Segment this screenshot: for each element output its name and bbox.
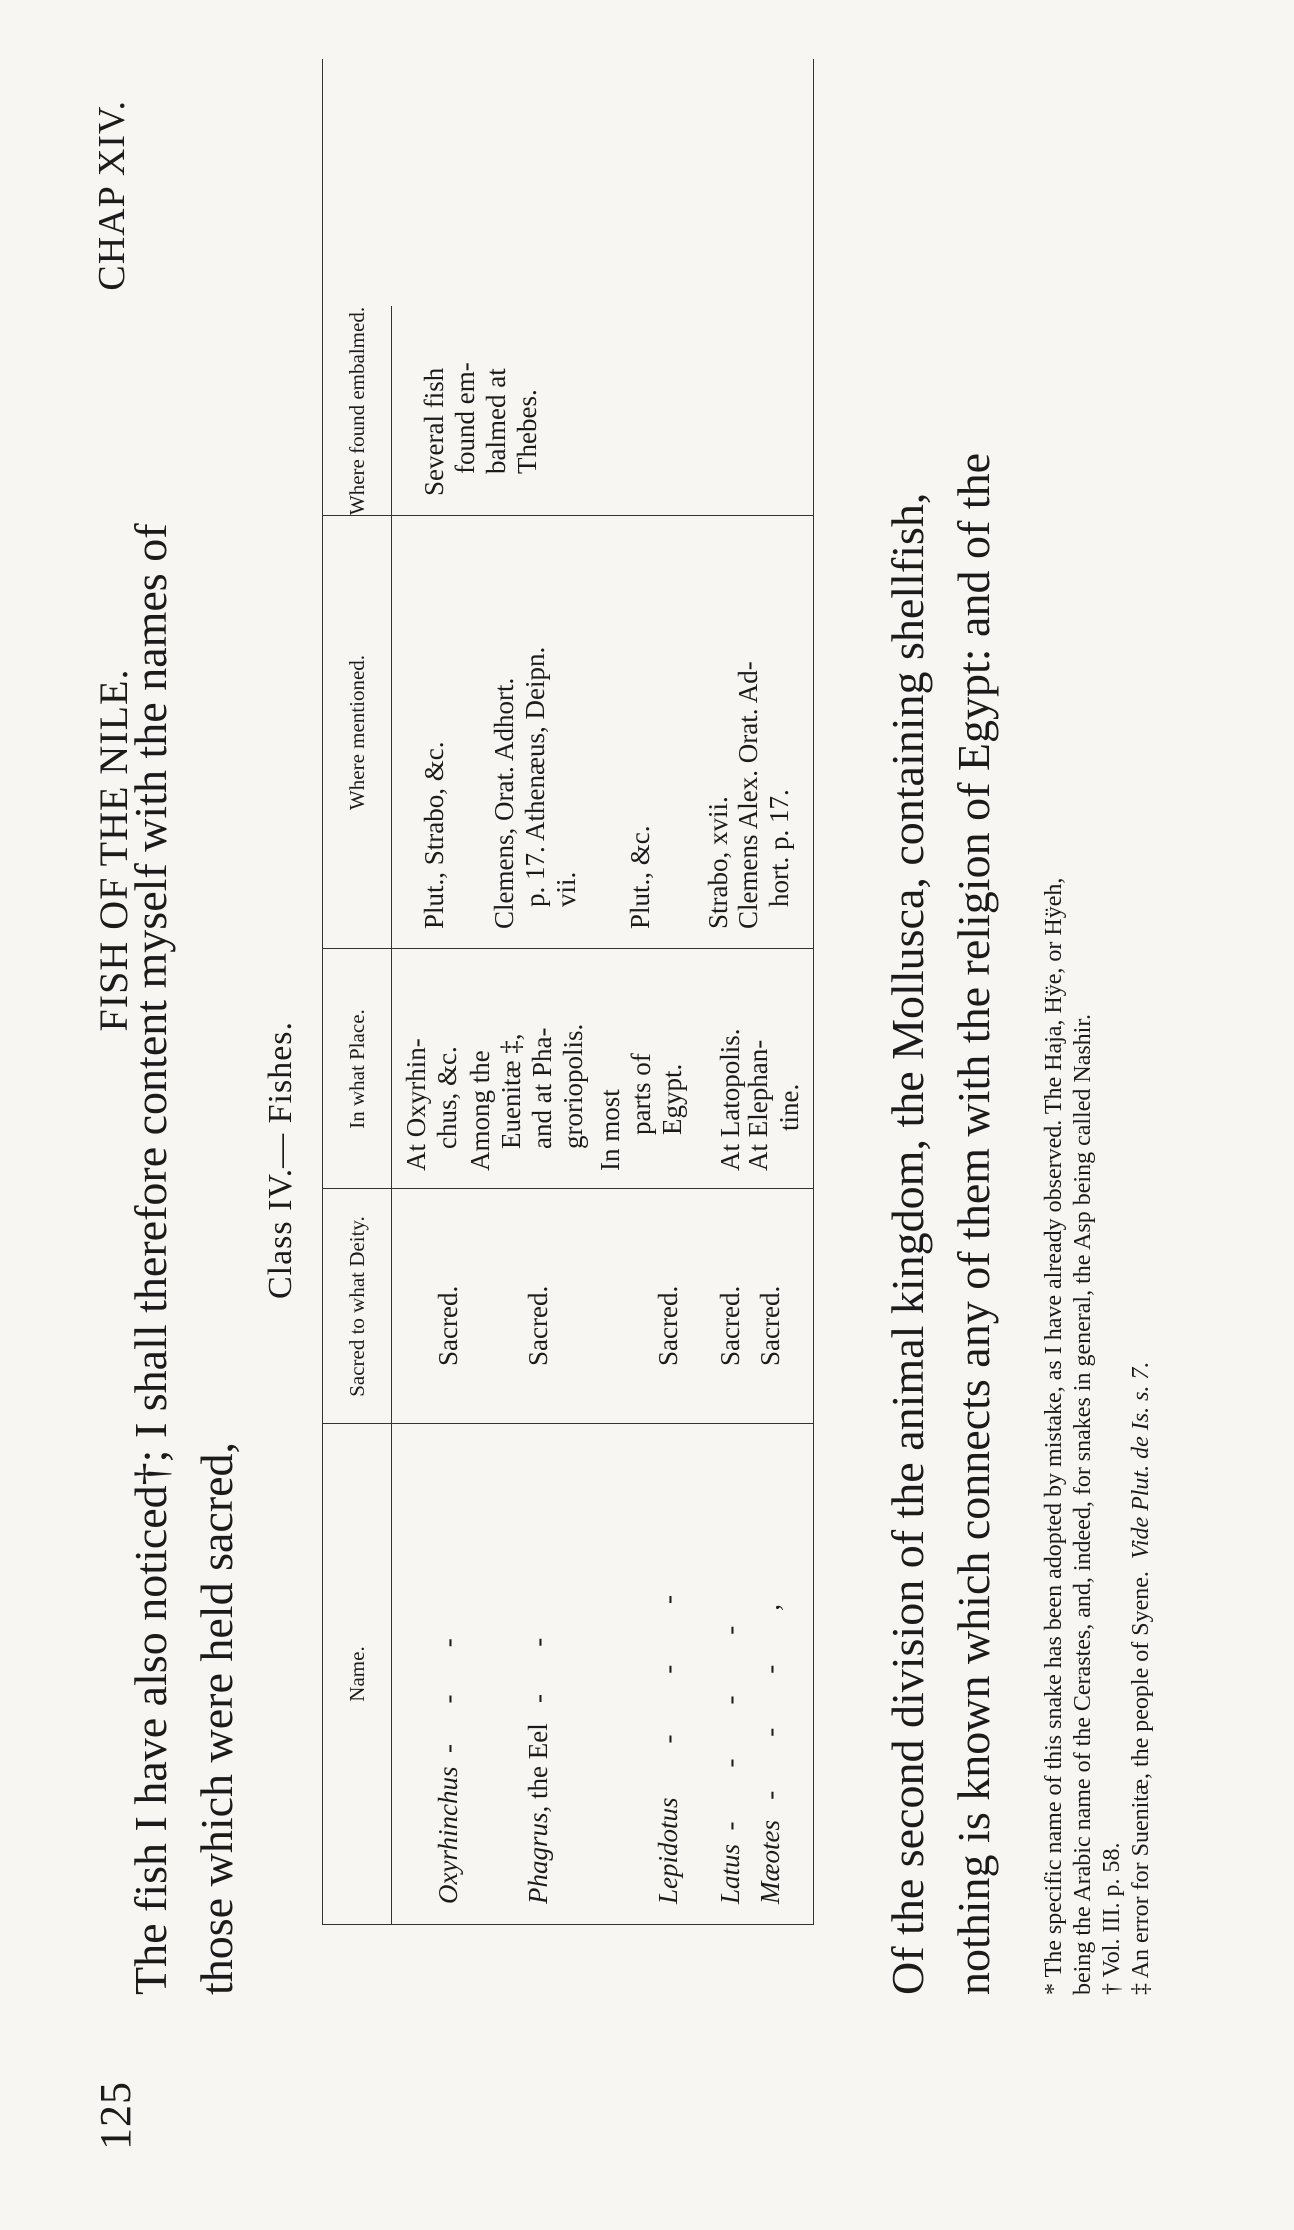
place-value: Among the Euenitæ ‡, and at Pha- groriopolis. — [465, 1023, 588, 1171]
mentioned-value: Plut., &c. — [625, 825, 655, 929]
column-place — [323, 948, 813, 1189]
deity-value: Sacred. — [523, 1285, 553, 1366]
deity-value: Sacred. — [433, 1285, 463, 1366]
chapter-label: CHAP XIV. — [91, 100, 133, 291]
mentioned-value: Clemens Alex. Orat. Ad- hort. p. 17. — [733, 661, 794, 929]
fish-name: Latus - - - - — [715, 1625, 745, 1904]
running-title: FISH OF THE NILE. — [91, 668, 136, 1032]
place-value: At Oxyrhin- chus, &c. — [401, 1038, 462, 1171]
deity-value: Sacred. — [653, 1285, 683, 1366]
fish-name: Oxyrhinchus - - - — [433, 1638, 463, 1904]
deity-value: Sacred. — [715, 1285, 745, 1366]
place-value: At Latopolis. — [715, 1028, 745, 1171]
header-deity: Sacred to what Deity. — [323, 1189, 392, 1424]
intro-paragraph — [118, 523, 250, 1995]
header-embalmed: Where found embalmed. — [323, 306, 392, 516]
place-value: At Elephan- tine. — [743, 1039, 804, 1171]
second-paragraph — [875, 453, 1007, 1995]
column-name — [323, 1423, 813, 1924]
class-heading: Class IV.— Fishes. — [262, 1020, 299, 1300]
mentioned-value: Strabo, xvii. — [703, 796, 733, 929]
column-embalmed — [323, 59, 813, 516]
intro-line: those which were held sacred, — [191, 1441, 242, 1995]
place-value: In most parts of Egypt. — [595, 1053, 687, 1171]
intro-line: The fish I have also noticed†; I shall therefore content myself with the names of — [125, 523, 176, 1995]
footnote-star: * The specific name of this snake has been adopted by mistake, as I have already observed. The Haja, Hÿe, or Hÿeh, being the Arabic name of the Cerastes, and, indeed, for snakes in general, the Asp being called Nashir. — [1041, 877, 1096, 1995]
page-number: 125 — [91, 2081, 140, 2150]
fish-table — [322, 59, 814, 1925]
header-mentioned: Where mentioned. — [323, 516, 392, 949]
fish-name: Mæotes - - - , — [755, 1604, 785, 1904]
fish-name: Phagrus, the Eel - - — [523, 1637, 553, 1904]
paragraph-line: nothing is known which connects any of them with the religion of Egypt: and of the — [948, 453, 999, 1995]
header-place: In what Place. — [323, 949, 392, 1189]
column-mentioned — [323, 515, 813, 949]
embalmed-value: Several fish found em- balmed at Thebes. — [419, 362, 542, 496]
mentioned-value: Plut., Strabo, &c. — [419, 741, 449, 929]
header-name: Name. — [323, 1424, 392, 1924]
fish-name: Lepidotus - - - — [653, 1595, 683, 1904]
column-deity — [323, 1188, 813, 1424]
mentioned-value: Clemens, Orat. Adhort. p. 17. Athenæus, Deipn. vii. — [489, 646, 581, 929]
footnote-dagger: † Vol. III. p. 58. — [1099, 1842, 1125, 1995]
paragraph-line: Of the second division of the animal kingdom, the Mollusca, containing shellfish, — [882, 492, 933, 1995]
deity-value: Sacred. — [755, 1285, 785, 1366]
footnote-double-dagger: ‡ An error for Suenitæ, the people of Syene. Vide Plut. de Is. s. 7. — [1128, 1361, 1154, 1995]
